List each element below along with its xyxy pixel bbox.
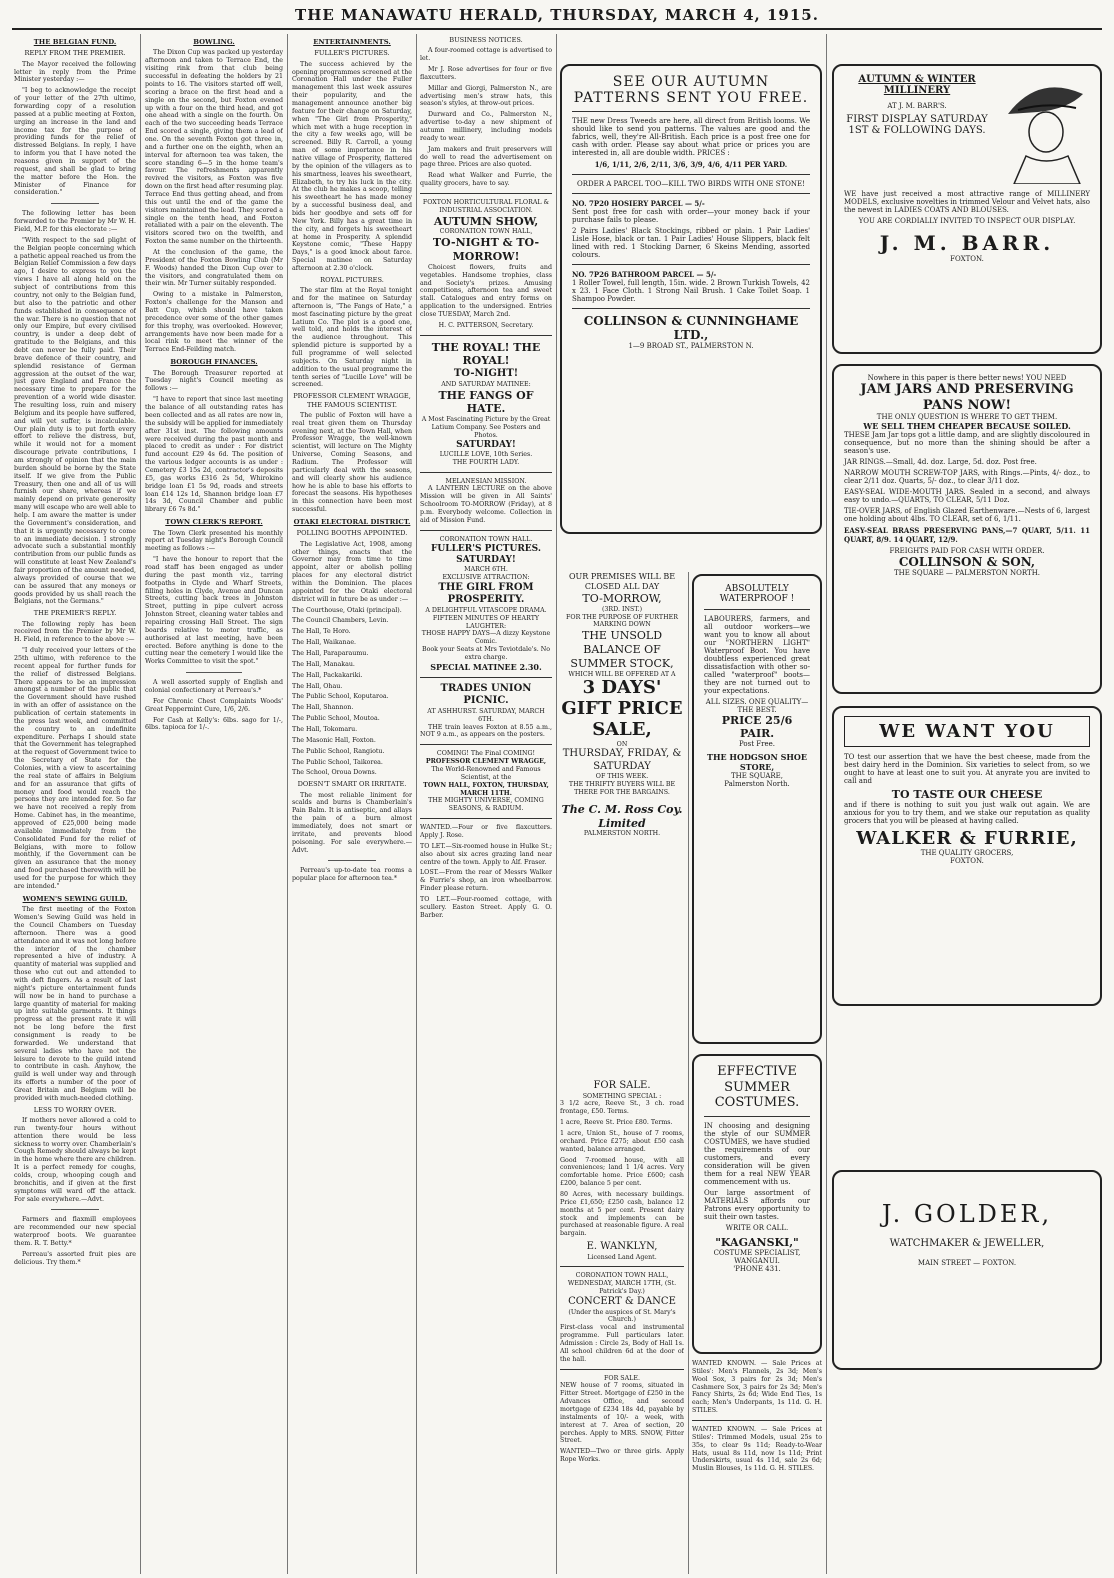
ad-collinson-cunninghame [560, 64, 822, 534]
divider [420, 472, 552, 473]
boot-postfree: Post Free. [739, 740, 775, 748]
ad-company: COLLINSON & CUNNINGHAME LTD., [583, 314, 799, 342]
listing: 1 acre, Reeve St. Price £80. Terms. [560, 1119, 673, 1127]
notice-paragraph: Mr J. Rose advertises for four or five flaxcutters. [420, 65, 552, 81]
concert-auspices: (Under the auspices of St. Mary's Church.) [568, 1308, 676, 1324]
notice-paragraph: Read what Walker and Furrie, the quality grocers, have to say. [420, 172, 552, 188]
picnic-text: THE train leaves Foxton at 8.55 a.m., NOT 9 a.m., as appears on the posters. [420, 723, 552, 739]
column-3 [292, 34, 412, 1574]
ad-text: THE new Dress Tweeds are here, all direct from British looms. We should like to send you patterns. The values are good and the fabrics, well, they're All-British. Each price is a post free one for cash with order. Please say about what price or prices you are interested in, all are double width. PRICES : [572, 117, 810, 157]
parcel-note: Sent post free for cash with order—your money back if your purchase fails to please. [572, 208, 810, 224]
list-item: The Council Chambers, Levin. [292, 617, 389, 625]
show-description: Choicest flowers, fruits and vegetables. Handsome trophies, class and Society's prizes. Amusing competitions, afternoon tea and sweet stall. Catalogues and entry forms on application to the undersigned. Entries close TUESDAY, March 2nd. [420, 263, 552, 318]
article-paragraph: The most reliable liniment for scalds and burns is Chamberlain's Pain Balm. It is antiseptic, and allays the pain of a burn almost immediately, does not smart or irritate, and prevents blood poisoning. For sale everywhere.—Advt. [292, 791, 412, 854]
ad-hodgson-shoe-store [692, 574, 822, 1044]
article-paragraph: If mothers never allowed a cold to run twenty-four hours without attention there would be less sickness to worry over. Chamberlain's Cough Remedy should always be kept in the home where there are children. It is a perfect remedy for coughs, colds, croup, whooping cough and bronchitis, and if given at the first symptoms will ward off the attack. For sale everywhere.—Advt. [14, 1116, 136, 1203]
royal-film: THE FOURTH LADY. [452, 458, 520, 466]
classified-ad: WANTED KNOWN. — Sale Prices at Stiles': Men's Flannels, 2s 3d; Men's Wool Sox, 3 pairs for 2s 3d; Men's Cashmere Sox, 3 pairs for 2s 3d; Men's Fancy Shirts, 2s 6d; Wide End Ties, 1s each; Men's Underpants, 1s 11d. G. H. STILES. [692, 1360, 822, 1415]
heading-sewing-guild: WOMEN'S SEWING GUILD. [22, 894, 128, 903]
jars-question: THE ONLY QUESTION IS WHERE TO GET THEM. [876, 413, 1058, 422]
millinery-shop: AT J. M. BARR'S. [887, 102, 947, 110]
divider [560, 1266, 684, 1267]
royal-tonight: TO-NIGHT! [453, 368, 519, 380]
kaganski-title: COSTUME SPECIALIST, WANGANUI. [713, 1248, 801, 1265]
concert-date: WEDNESDAY, MARCH 17TH, (St. Patrick's Day.) [567, 1280, 677, 1296]
column-5-classifieds [560, 1080, 684, 1574]
article-paragraph: "I have to report that since last meeting the balance of all outstanding rates has been collected and as all rates are now in, the subsidy will be applied for immediately after 31st inst. The following amounts were received during the past month and placed to credit as under : For district fund account £29 4s 6d. The position of the various ledger accounts is as under : Cemetery £3 15s 2d, contractor's deposits £5, gas works £316 2s 5d, Whirokino bridge loan £1 5s 9d, roads and streets loan £14 12s 1d, Shannon bridge loan £7 14s 3d, Council Chamber and public library £6 7s 8d." [145, 396, 283, 514]
divider [572, 111, 810, 112]
agent-name: E. WANKLYN, [586, 1241, 658, 1253]
cheese-text: and if there is nothing to suit you just walk out again. We are anxious for you to try them, and we stake our reputation as quality grocers that you will be pleased at having called. [844, 801, 1090, 825]
ad-kaganski [692, 1054, 822, 1354]
article-paragraph: For Chronic Chest Complaints Woods' Great Peppermint Cure, 1/6, 2/6. [145, 697, 283, 713]
heading-premiers-reply: THE PREMIER'S REPLY. [33, 609, 117, 618]
heading-royal-pictures: ROYAL PICTURES. [320, 275, 384, 284]
column-4 [420, 34, 552, 1574]
divider [572, 174, 810, 175]
column-1 [14, 34, 136, 1574]
ad-barr-millinery [832, 64, 1102, 354]
divider [420, 677, 552, 678]
divider [692, 1420, 822, 1421]
article-paragraph: "I duly received your letters of the 25th ultimo, with reference to the recent appeal for further funds for the relief of distressed Belgians. There appears to be an impression amongst a number of the public that the Government should have rushed in with an offer of assistance on the publication of certain statements in the press last week, and committed the country to an indefinite expenditure. Perhaps I should state that the Government has telegraphed at the request of Government twice to the Secretary of State for the Colonies, with a view to ascertaining the real state of affairs in Belgium and for an assurance that gifts of money and food would reach the persons they are intended for. So far we have not received a reply from Home. Cabinet has, in the meantime, approved of £25,000 being made available immediately from the Consolidated Fund for the relief of Belgians, with more to follow monthly, if the Government can be given an assurance that the money and food purchased therewith will be used for the purpose for which they are intended." [14, 647, 136, 890]
boot-sizes: ALL SIZES. ONE QUALITY—THE BEST. [705, 698, 809, 714]
parcel-contents: 1 Roller Towel, full length, 15in. wide. 2 Brown Turkish Towels, 42 x 23. 1 Face Cloth. 1 Strong Nail Brush. 1 Cake Toilet Soap. 1 Shampoo Powder. [572, 279, 810, 303]
list-item: The Hall, Tokomaru. [292, 726, 358, 734]
classified-ad: LOST.—From the rear of Messrs Walker & Furrie's shop, an iron wheelbarrow. Finder please return. [420, 869, 552, 893]
ross-week: OF THIS WEEK. [595, 773, 649, 781]
masthead-title: THE MANAWATU HERALD, THURSDAY, MARCH 4, 1915. [295, 6, 819, 24]
divider [51, 203, 100, 204]
cheese-headline: WE WANT YOU [844, 716, 1090, 747]
fullers-day: SATURDAY! [456, 554, 516, 565]
jars-item: EASY-SEAL BRASS PRESERVING PANS,—7 QUART, 5/11. 11 QUART, 8/9. 14 QUART, 12/9. [844, 526, 1090, 545]
article-paragraph: The star film at the Royal tonight and for the matinee on Saturday afternoon is, "The Fangs of Hate," a most fascinating picture by the great Latium Co. The plot is a good one, well told, and holds the interest of the audience throughout. This splendid picture is supported by a full programme of well selected subjects. On Saturday night in addition to the usual programme the tenth series of "Lucille Love" will be screened. [292, 287, 412, 389]
royal-serial: LUCILLE LOVE, 10th Series. [439, 450, 533, 458]
list-item: The Hall, Shannon. [292, 704, 354, 712]
divider [51, 1209, 100, 1210]
ross-offered: WHICH WILL BE OFFERED AT A [568, 670, 676, 678]
barr-town: FOXTON. [950, 255, 984, 263]
fullers-comic: THOSE HAPPY DAYS—A dizzy Keystone Comic. [421, 630, 551, 646]
list-item: The Hall, Te Horo. [292, 628, 351, 636]
parcel-contents: 2 Pairs Ladies' Black Stockings, ribbed or plain. 1 Pair Ladies' Lisle Hose, black or tan. 1 Pair Ladies' House Slippers, black felt lined with red. 1 Stocking Darner, 6 Skeins Mending, assorted colours. [572, 227, 810, 259]
parcel-title: NO. 7P20 HOSIERY PARCEL — 5/- [572, 199, 705, 208]
article-paragraph: The public of Foxton will have a real treat given them on Thursday evening next, at the Town Hall, when Professor Wragge, the well-known scientist, will lecture on The Mighty Universe, Coming Seasons, and Radium. The Professor will particularly deal with the seasons, and will clearly show his audience how he is able to base his efforts to forecast the seasons. His hypotheses in this connection have been most successful. [292, 411, 412, 514]
subheading: FULLER'S PICTURES. [314, 49, 390, 58]
divider [186, 672, 241, 673]
jars-freight: FREIGHTS PAID FOR CASH WITH ORDER. [889, 547, 1045, 556]
heading-entertainments: ENTERTAINMENTS. [313, 38, 391, 46]
lady-in-hat-illustration [998, 74, 1090, 184]
wragge-desc: The World-Renowned and Famous Scientist, at the [431, 766, 541, 781]
kaganski-text: Our large assortment of MATERIALS affords our Patrons every opportunity to suit their own tastes. [704, 1188, 810, 1221]
kaganski-name: "KAGANSKI," [715, 1235, 799, 1249]
jars-item: JAR RINGS.—Small, 4d. doz. Large, 5d. doz. Post free. [844, 458, 1037, 467]
kaganski-text: IN choosing and designing the style of our SUMMER COSTUMES, we have studied the requirements of our customers, and every consideration will be given them for a real NEW YEAR commencement with us. [704, 1121, 810, 1186]
boot-location: THE SQUARE, [731, 772, 783, 780]
listing: NEW house of 7 rooms, situated in Fitter Street. Mortgage of £250 in the Advances Office, and second mortgage of £234 18s 4d, payable by instalments of 10/- a week, with interest at 7. Area of section, 20 perches. Apply to MRS. SNOW, Fitter Street. [560, 1382, 684, 1445]
boot-store: THE HODGSON SHOE STORE, [707, 752, 807, 772]
heading-business-notices: BUSINESS NOTICES. [449, 36, 523, 44]
wragge-coming: COMING! The Final COMING! [436, 750, 536, 758]
ad-walker-furrie [832, 706, 1102, 1006]
article-paragraph: The following reply has been received from the Premier by Mr W. H. Field, in reference to the above :— [14, 620, 136, 644]
divider [420, 193, 552, 194]
ad-prices: 1/6, 1/11, 2/6, 2/11, 3/6, 3/9, 4/6, 4/11 PER YARD. [594, 160, 788, 169]
show-venue: CORONATION TOWN HALL, [439, 228, 533, 236]
ad-address: 1—9 BROAD ST., PALMERSTON N. [628, 342, 754, 350]
ross-on: ON [616, 740, 628, 748]
fullers-venue: CORONATION TOWN HALL. [439, 535, 533, 543]
millinery-text: WE have just received a most attractive range of MILLINERY MODELS, exclusive novelties in trimmed Velour and Velvet hats, also the newest in LADIES COATS AND BLOUSES. [844, 190, 1090, 214]
royal-desc: A Most Fascinating Picture by the Great Latium Company. See Posters and Photos. [421, 416, 551, 439]
list-item: The Hall, Waikanae. [292, 639, 357, 647]
barr-name: J. M. BARR. [879, 231, 1055, 255]
article-paragraph: For Cash at Kelly's: 6lbs. sago for 1/-, 6lbs. tapioca for 1/-. [145, 716, 283, 732]
list-item: The Hall, Packakariki. [292, 671, 363, 679]
walker-title: THE QUALITY GROCERS, [920, 849, 1014, 857]
ad-order: ORDER A PARCEL TOO—KILL TWO BIRDS WITH ONE STONE! [577, 180, 805, 188]
article-paragraph: Farmers and flaxmill employees are recommended our new special waterproof boots. We guarantee them. R. T. Betty.* [14, 1216, 136, 1247]
picnic-when: AT ASHHURST. SATURDAY, MARCH 6TH. [427, 707, 545, 723]
ross-days: THURSDAY, FRIDAY, & SATURDAY [562, 748, 682, 772]
concert-venue: CORONATION TOWN HALL, [575, 1272, 669, 1280]
for-sale-heading: FOR SALE. [593, 1080, 651, 1091]
article-paragraph: At the conclusion of the game, the President of the Foxton Bowling Club (Mr F. Woods) handed the Dixon Cup over to the visitors, and congratulated them on their win. Mr Turner suitably responded. [145, 248, 283, 288]
column-rule [556, 34, 557, 1574]
article-paragraph: The Dixon Cup was packed up yesterday afternoon and taken to Terrace End, the visiting rink from that club being successful in defeating the holders by 21 points to 16. The visitors started off well, scoring a brace on the first head and a single on the second, but Foxton evened up with a four on the third head, and got one ahead with a single on the fourth. On each of the two succeeding heads Terrace End scored a single, giving them a lead of one. On the seventh Foxton got three in, and a further one on the eighth, when an interval for afternoon tea was taken, the score standing 6—5 in the home team's favour. The refreshments apparently revived the visitors, as Foxton was five down on the first head after resuming play. Terrace End thus getting ahead, and from this out until the end of the game the visitors maintained the lead. They scored a single on the tenth head, and Foxton retaliated with a pair on the eleventh. The visitors scored two on the twelfth, and Foxton the same number on the thirteenth. [145, 49, 283, 246]
article-paragraph: Owing to a mistake in Palmerston, Foxton's challenge for the Manson and Batt Cup, which should have taken precedence over some of the other games for this trophy, was overlooked. However, arrangements have now been made for a local rink to meet the winner of the Terrace End-Feilding match. [145, 291, 283, 354]
golder-name: J. GOLDER, [881, 1200, 1053, 1228]
jars-item: TIE-OVER JARS, of English Glazed Earthenware.—Nests of 6, largest one holding about 4lbs. TO CLEAR, set of 6, 1/11. [844, 507, 1090, 524]
listing: 80 Acres, with necessary buildings. Price £1,650; £250 cash, balance 12 months at 5 per cent. Present dairy stock and implements can be purchased at reasonable figure. A real bargain. [560, 1190, 684, 1238]
ad-golder [832, 1170, 1102, 1370]
column-rule [416, 34, 417, 1574]
millinery-display: FIRST DISPLAY SATURDAY 1ST & FOLLOWING DAYS. [846, 114, 988, 136]
royal-title: THE ROYAL! THE ROYAL! [431, 340, 541, 368]
royal-feature: THE FANGS OF HATE. [438, 388, 534, 416]
golder-address: MAIN STREET — FOXTON. [917, 1259, 1017, 1267]
divider [560, 1369, 684, 1370]
list-item: The Courthouse, Otaki (principal). [292, 606, 402, 614]
divider [420, 335, 552, 336]
article-paragraph: The success achieved by the opening programmes screened at the Coronation Hall under the Fuller management this last week assures their popularity, and the management announce another big feature for their change on Saturday, when "The Girl from Prosperity," which met with a huge reception in the city a few weeks ago, will be screened. Billy R. Carroll, a young man of some importance in his native village of Prosperity, flattered by the opinion of the villagers as to his smartness, leaves his sweetheart, Elizabeth, to try his luck in the city. At the club he makes a scoop, telling his sweetheart he has made money by a successful business deal, and bids her goodbye and sets off for New York. Billy has a great time in the city, and forgets his sweetheart at home in Prosperity. A splendid Keystone comic, "These Happy Days," is a good knock about farce. Special matinee on Saturday afternoon at 2.30 o'clock. [292, 60, 412, 273]
jars-headline: JAM JARS AND PRESERVING PANS NOW! [860, 382, 1074, 413]
fullers-matinee: SPECIAL MATINEE 2.30. [430, 661, 542, 672]
list-item: The Public School, Rangiotu. [292, 747, 385, 755]
show-assoc-name: FOXTON HORTICULTURAL FLORAL & INDUSTRIAL ASSOCIATION. [422, 198, 550, 214]
subheading: POLLING BOOTHS APPOINTED. [296, 529, 408, 538]
cheese-text: TO test our assertion that we have the best cheese, made from the best dairy herd in the Dominion. Six varieties to select from, so we ought to have at least one to suit you. At anyrate you are invited to call and [844, 753, 1090, 785]
list-item: The Hall, Manakau. [292, 660, 355, 668]
stiles-notices [692, 1360, 822, 1574]
concert-details: First-class vocal and instrumental programme. Full particulars later. Admission : Circle 2s, Body of Hall 1s. All school children 6d at the door of the hall. [560, 1324, 684, 1363]
mission-title: MELANESIAN MISSION. [445, 477, 527, 485]
listing: WANTED—Two or three girls. Apply Rope Works. [560, 1448, 684, 1464]
kaganski-headline: EFFECTIVE SUMMER COSTUMES. [714, 1064, 800, 1111]
mission-text: A LANTERN LECTURE on the above Mission will be given in All Saints' Schoolroom TO-MORROW (Friday), at 8 p.m. Everybody welcome. Collection in aid of Mission Fund. [420, 485, 552, 524]
column-rule [287, 34, 288, 1574]
jars-item: NARROW MOUTH SCREW-TOP JARS, with Rings.—Pints, 4/- doz., to clear 2/11 doz. Quarts, 5/- doz., to clear 3/11 doz. [844, 469, 1090, 486]
heading-professor-wragge: PROFESSOR CLEMENT WRAGGE, THE FAMOUS SCIENTIST. [293, 392, 411, 409]
jars-intro: Nowhere in this paper is there better news! YOU NEED [867, 374, 1067, 382]
walker-name: WALKER & FURRIE, [856, 828, 1078, 849]
notice-paragraph: Durward and Co., Palmerston N., advertise to-day a new shipment of autumn millinery, including models ready to wear. [420, 111, 552, 142]
wragge-venue: TOWN HALL, FOXTON, THURSDAY, MARCH 11TH. [423, 781, 549, 797]
jars-cheaper: WE SELL THEM CHEAPER BECAUSE SOILED. [863, 421, 1071, 432]
article-paragraph: The first meeting of the Foxton Women's Sewing Guild was held in the Council Chambers on Tuesday afternoon. There was a good attendance and it was not long before the interior of the chamber represented a hive of industry. A quantity of material was supplied and those who cut out and attended to with deft fingers. As a result of last night's picture entertainment funds will now be in hand to purchase a large quantity of material for making up into suitable garments. It things progress at the present rate it will not be long before the first consignment is ready to be forwarded. We understand that several ladies who have not the leisure to devote to the guild intend to contribute in cash. Anyhow, the guild is well under way and through its efforts a number of the poor of Great Britain and Belgium will be provided with much-needed clothing. [14, 906, 136, 1102]
classified-ad: TO LET.—Four-roomed cottage, with scullery. Easton Street. Apply G. O. Barber. [420, 896, 552, 919]
divider [572, 264, 810, 265]
cheese-taste: TO TASTE OUR CHEESE [891, 788, 1043, 801]
listing: 1 acre, Union St., house of 7 rooms, orchard. Price £275; about £50 cash wanted, balance arranged. [560, 1129, 684, 1153]
divider [704, 1116, 810, 1117]
notice-paragraph: A four-roomed cottage is advertised to let. [420, 47, 552, 63]
divider [328, 860, 376, 861]
column-rule [688, 572, 689, 1574]
fullers-drama: A DELIGHTFUL VITASCOPE DRAMA. [425, 606, 547, 614]
subheading: REPLY FROM THE PREMIER. [24, 49, 126, 58]
classified-ad: TO LET.—Six-roomed house in Hulke St.; also about six acres grazing land near centre of the town. Apply to Alf. Fraser. [420, 842, 552, 866]
jars-item: EASY-SEAL WIDE-MOUTH JARS. Sealed in a second, and always easy to undo.—QUARTS, TO CLEAR, 5/11 Doz. [844, 488, 1090, 505]
golder-trade: WATCHMAKER & JEWELLER, [889, 1238, 1045, 1249]
kaganski-cta: WRITE OR CALL. [725, 1223, 789, 1232]
heading-bowling: BOWLING. [193, 38, 235, 46]
classified-ad: WANTED KNOWN. — Sale Prices at Stiles': Trimmed Models, usual 25s to 35s, to clear 9s 11d; Ready-to-Wear Hats, usual 8s 11d, now 1s 11d; Print Underskirts, usual 4s 11d, sale 2s 6d; Muslin Blouses, 1s 11d. G. H. STILES. [692, 1426, 822, 1473]
divider [572, 308, 810, 309]
article-paragraph: A well assorted supply of English and colonial confectionary at Perreau's.* [145, 679, 283, 695]
heading-less-to-worry: LESS TO WORRY OVER. [33, 1105, 117, 1114]
classified-ad: WANTED.—Four or five flaxcutters. Apply J. Rose. [420, 824, 552, 840]
boot-price: PRICE 25/6 PAIR. [721, 714, 793, 740]
article-paragraph: The Town Clerk presented his monthly report at Tuesday night's Borough Council meeting as follows :— [145, 529, 283, 553]
notice-paragraph: Jam makers and fruit preservers will do well to read the advertisement on page three. Prices are also quoted. [420, 145, 552, 169]
ad-headline: SEE OUR AUTUMN PATTERNS SENT YOU FREE. [573, 74, 809, 106]
parcel-title: NO. 7P26 BATHROOM PARCEL — 5/- [572, 270, 717, 279]
listing: Good 7-roomed house, with all conveniences; land 1 1/4 acres. Very comfortable home. Price £600; cash £200, balance 5 per cent. [560, 1156, 684, 1188]
ross-closed: OUR PREMISES WILL BE CLOSED ALL DAY [568, 572, 676, 591]
divider [704, 609, 810, 610]
heading-otaki-district: OTAKI ELECTORAL DISTRICT. [293, 517, 411, 526]
kaganski-phone: 'PHONE 431. [733, 1264, 781, 1273]
boot-text: LABOURERS, farmers, and all outdoor workers—we want you to know all about our "NORTHERN LIGHT" Waterproof Boot. You have doubtless experienced great dissatisfaction with other so-called "waterproof" boots—they are not turned out to your expectations. [704, 615, 810, 695]
heading-town-clerks-report: TOWN CLERK'S REPORT. [165, 518, 263, 527]
fullers-feature: THE GIRL FROM PROSPERITY. [438, 581, 534, 606]
fullers-date: MARCH 6TH. [464, 566, 508, 574]
column-rule [826, 34, 827, 1574]
agent-title: Licensed Land Agent. [587, 1253, 657, 1261]
show-title: AUTUMN SHOW, [433, 214, 539, 228]
wragge-name: PROFESSOR CLEMENT WRAGGE, [425, 758, 547, 766]
ad-collinson-son-jars [832, 364, 1102, 694]
article-paragraph: The Mayor received the following letter in reply from the Prime Minister yesterday :— [14, 60, 136, 84]
ross-unsold: THE UNSOLD BALANCE OF SUMMER STOCK, [570, 629, 674, 670]
millinery-headline: AUTUMN & WINTER MILLINERY [858, 74, 976, 96]
jars-text: THESE Jam Jar tops got a little damp, and are slightly discoloured in consequence, but no more than the shining should be after a season's use. [844, 431, 1090, 456]
list-item: The Masonic Hall, Foxton. [292, 736, 376, 744]
royal-saturday: SATURDAY! [456, 439, 516, 450]
column-rule [140, 34, 141, 1574]
article-paragraph: The following letter has been forwarded to the Premier by Mr W. H. Field, M.P. for this electorate :— [14, 210, 136, 234]
heading-borough-finances: BOROUGH FINANCES. [170, 358, 258, 367]
divider [420, 818, 552, 819]
wragge-topics: THE MIGHTY UNIVERSE, COMING SEASONS, & RADIUM. [428, 797, 544, 813]
list-item: The School, Oroua Downs. [292, 769, 377, 777]
notice-paragraph: Millar and Giorgi, Palmerston N., are advertising men's straw hats, this season's styles, at throw-out prices. [420, 84, 552, 108]
walker-town: FOXTON. [950, 857, 984, 865]
article-paragraph: Perreau's up-to-date tea rooms a popular place for afternoon tea.* [292, 867, 412, 883]
royal-matinee: AND SATURDAY MATINEE: [441, 380, 531, 388]
for-sale-heading: FOR SALE. [604, 1374, 640, 1382]
article-paragraph: "I have the honour to report that the road staff has been engaged as under during the past month viz., tarring footpaths in Clyde and Wharf Streets, filling holes in Clyde, Avenue and Duncan Streets, cutting back trees in Johnston Street, putting in pipe culvert across Johnston Street, cleaning water tables and repairing crossing Hall Street. The sign boards relative to motor traffic, as authorised at last meeting, have been erected. Before anything is done to the cutting near the cemetery I would like the Works Committee to visit the spot." [145, 556, 283, 666]
list-item: The Hall, Ohau. [292, 682, 343, 690]
listing: 3 1/2 acre, Reeve St., 3 ch. road frontage, £50. Terms. [560, 1100, 684, 1116]
ad-cm-ross [560, 572, 684, 1072]
collinson-address: THE SQUARE — PALMERSTON NORTH. [893, 569, 1041, 578]
list-item: The Public School, Koputaroa. [292, 693, 389, 701]
picnic-title: TRADES UNION PICNIC. [440, 682, 532, 707]
column-2 [145, 34, 283, 1574]
polling-booth-list [292, 607, 412, 778]
ross-purpose: FOR THE PURPOSE OF FURTHER MARKING DOWN [566, 613, 678, 629]
show-when: TO-NIGHT & TO-MORROW! [432, 236, 540, 264]
list-item: The Public School, Moutoa. [292, 715, 380, 723]
article-paragraph: "I beg to acknowledge the receipt of your letter of the 27th ultimo, forwarding copy of a resolution passed at a public meeting at Foxton, urging an increase in the land and income tax for the purpose of providing funds for the relief of distressed Belgians. In reply, I have to inform you that I have noted the reasons given in support of the request, and shall be glad to bring the matter before the Hon. the Minister of Finance for consideration." [14, 87, 136, 197]
article-paragraph: The Legislative Act, 1908, among other things, enacts that the Governor may from time to time appoint, alter or abolish polling places for any electoral district within the Dominion. The places appointed for the Otaki electoral district will in future be as under :— [292, 540, 412, 603]
fullers-exclusive: EXCLUSIVE ATTRACTION: [442, 573, 530, 581]
for-sale-sub: SOMETHING SPECIAL : [582, 1092, 662, 1100]
heading-doesnt-smart: DOESN'T SMART OR IRRITATE. [297, 780, 407, 789]
article-paragraph: Perreau's assorted fruit pies are delicious. Try them.* [14, 1250, 136, 1266]
boot-town: Palmerston North. [724, 780, 790, 788]
ross-tomorrow: TO-MORROW, [582, 592, 662, 605]
boot-headline: ABSOLUTELY WATERPROOF ! [719, 584, 795, 604]
article-paragraph: "With respect to the sad plight of the Belgian people concerning which a pathetic appeal reached us from the Belgian Relief Commission a few days ago, I desire to express to you the views I have all along held on the subject of contributions from this country, not only to the Belgian fund, but also to the patriotic and other funds established in consequence of the war. There is no question that not only our Empire, but every civilised country, is under a deep debt of gratitude to the Belgians, and this debt can never be fully paid. Their brave defence of their country, and splendid resistance of German aggression at the outset of the war, just gave England and France the necessary time to prepare for the prevention of a world wide disaster. The resulting loss, ruin and misery Belgium and its people have suffered, and will yet suffer, is incalculable. Our plain duty is to put forth every effort to relieve the distress, but, while it would not for a moment discourage private contributions, I am strongly of opinion that the main burden should be borne by the State itself. If we give from the Public Treasury, then one and all of us will furnish our share, whereas if we mainly depend on private generosity many will escape who are well able to help. I am aware the matter is under the Government's consideration, and that it is urgently necessary to come to an immediate decision. I strongly advocate such a substantial monthly contribution from our public funds as will constitute at least New Zealand's fair proportion of the amount needed, always provided of course that we can be assured that any moneys or goods provided by us shall reach the Belgians, not the Germans." [14, 236, 136, 606]
ross-logo: The C. M. Ross Coy. Limited [561, 802, 683, 830]
ross-thrifty: THE THRIFTY BUYERS WILL BE THERE FOR THE BARGAINS. [568, 781, 676, 797]
fullers-laughter: FIFTEEN MINUTES OF HEARTY LAUGHTER: [432, 614, 540, 630]
concert-title: CONCERT & DANCE [568, 1296, 676, 1308]
fullers-title: FULLER'S PICTURES. [431, 543, 541, 554]
list-item: The Hall, Paraparaumu. [292, 650, 369, 657]
ross-town: PALMERSTON NORTH. [583, 830, 661, 838]
heading-belgian-fund: THE BELGIAN FUND. [33, 38, 117, 46]
collinson-name: COLLINSON & SON, [898, 555, 1036, 570]
article-paragraph: The Borough Treasurer reported at Tuesday night's Council meeting as follows :— [145, 369, 283, 393]
divider [420, 744, 552, 745]
millinery-invite: YOU ARE CORDIALLY INVITED TO INSPECT OUR DISPLAY. [858, 217, 1076, 225]
fullers-booking: Book your Seats at Mrs Teviotdale's. No extra charge. [421, 646, 551, 661]
masthead-rule [12, 28, 1102, 30]
list-item: The Public School, Taikorea. [292, 758, 383, 766]
show-secretary: H. C. PATTERSON, Secretary. [438, 321, 534, 329]
divider [572, 193, 810, 194]
divider [420, 530, 552, 531]
ross-date: (3RD. INST.) [601, 605, 643, 613]
ross-sale-title: 3 DAYS' GIFT PRICE SALE, [561, 677, 683, 740]
